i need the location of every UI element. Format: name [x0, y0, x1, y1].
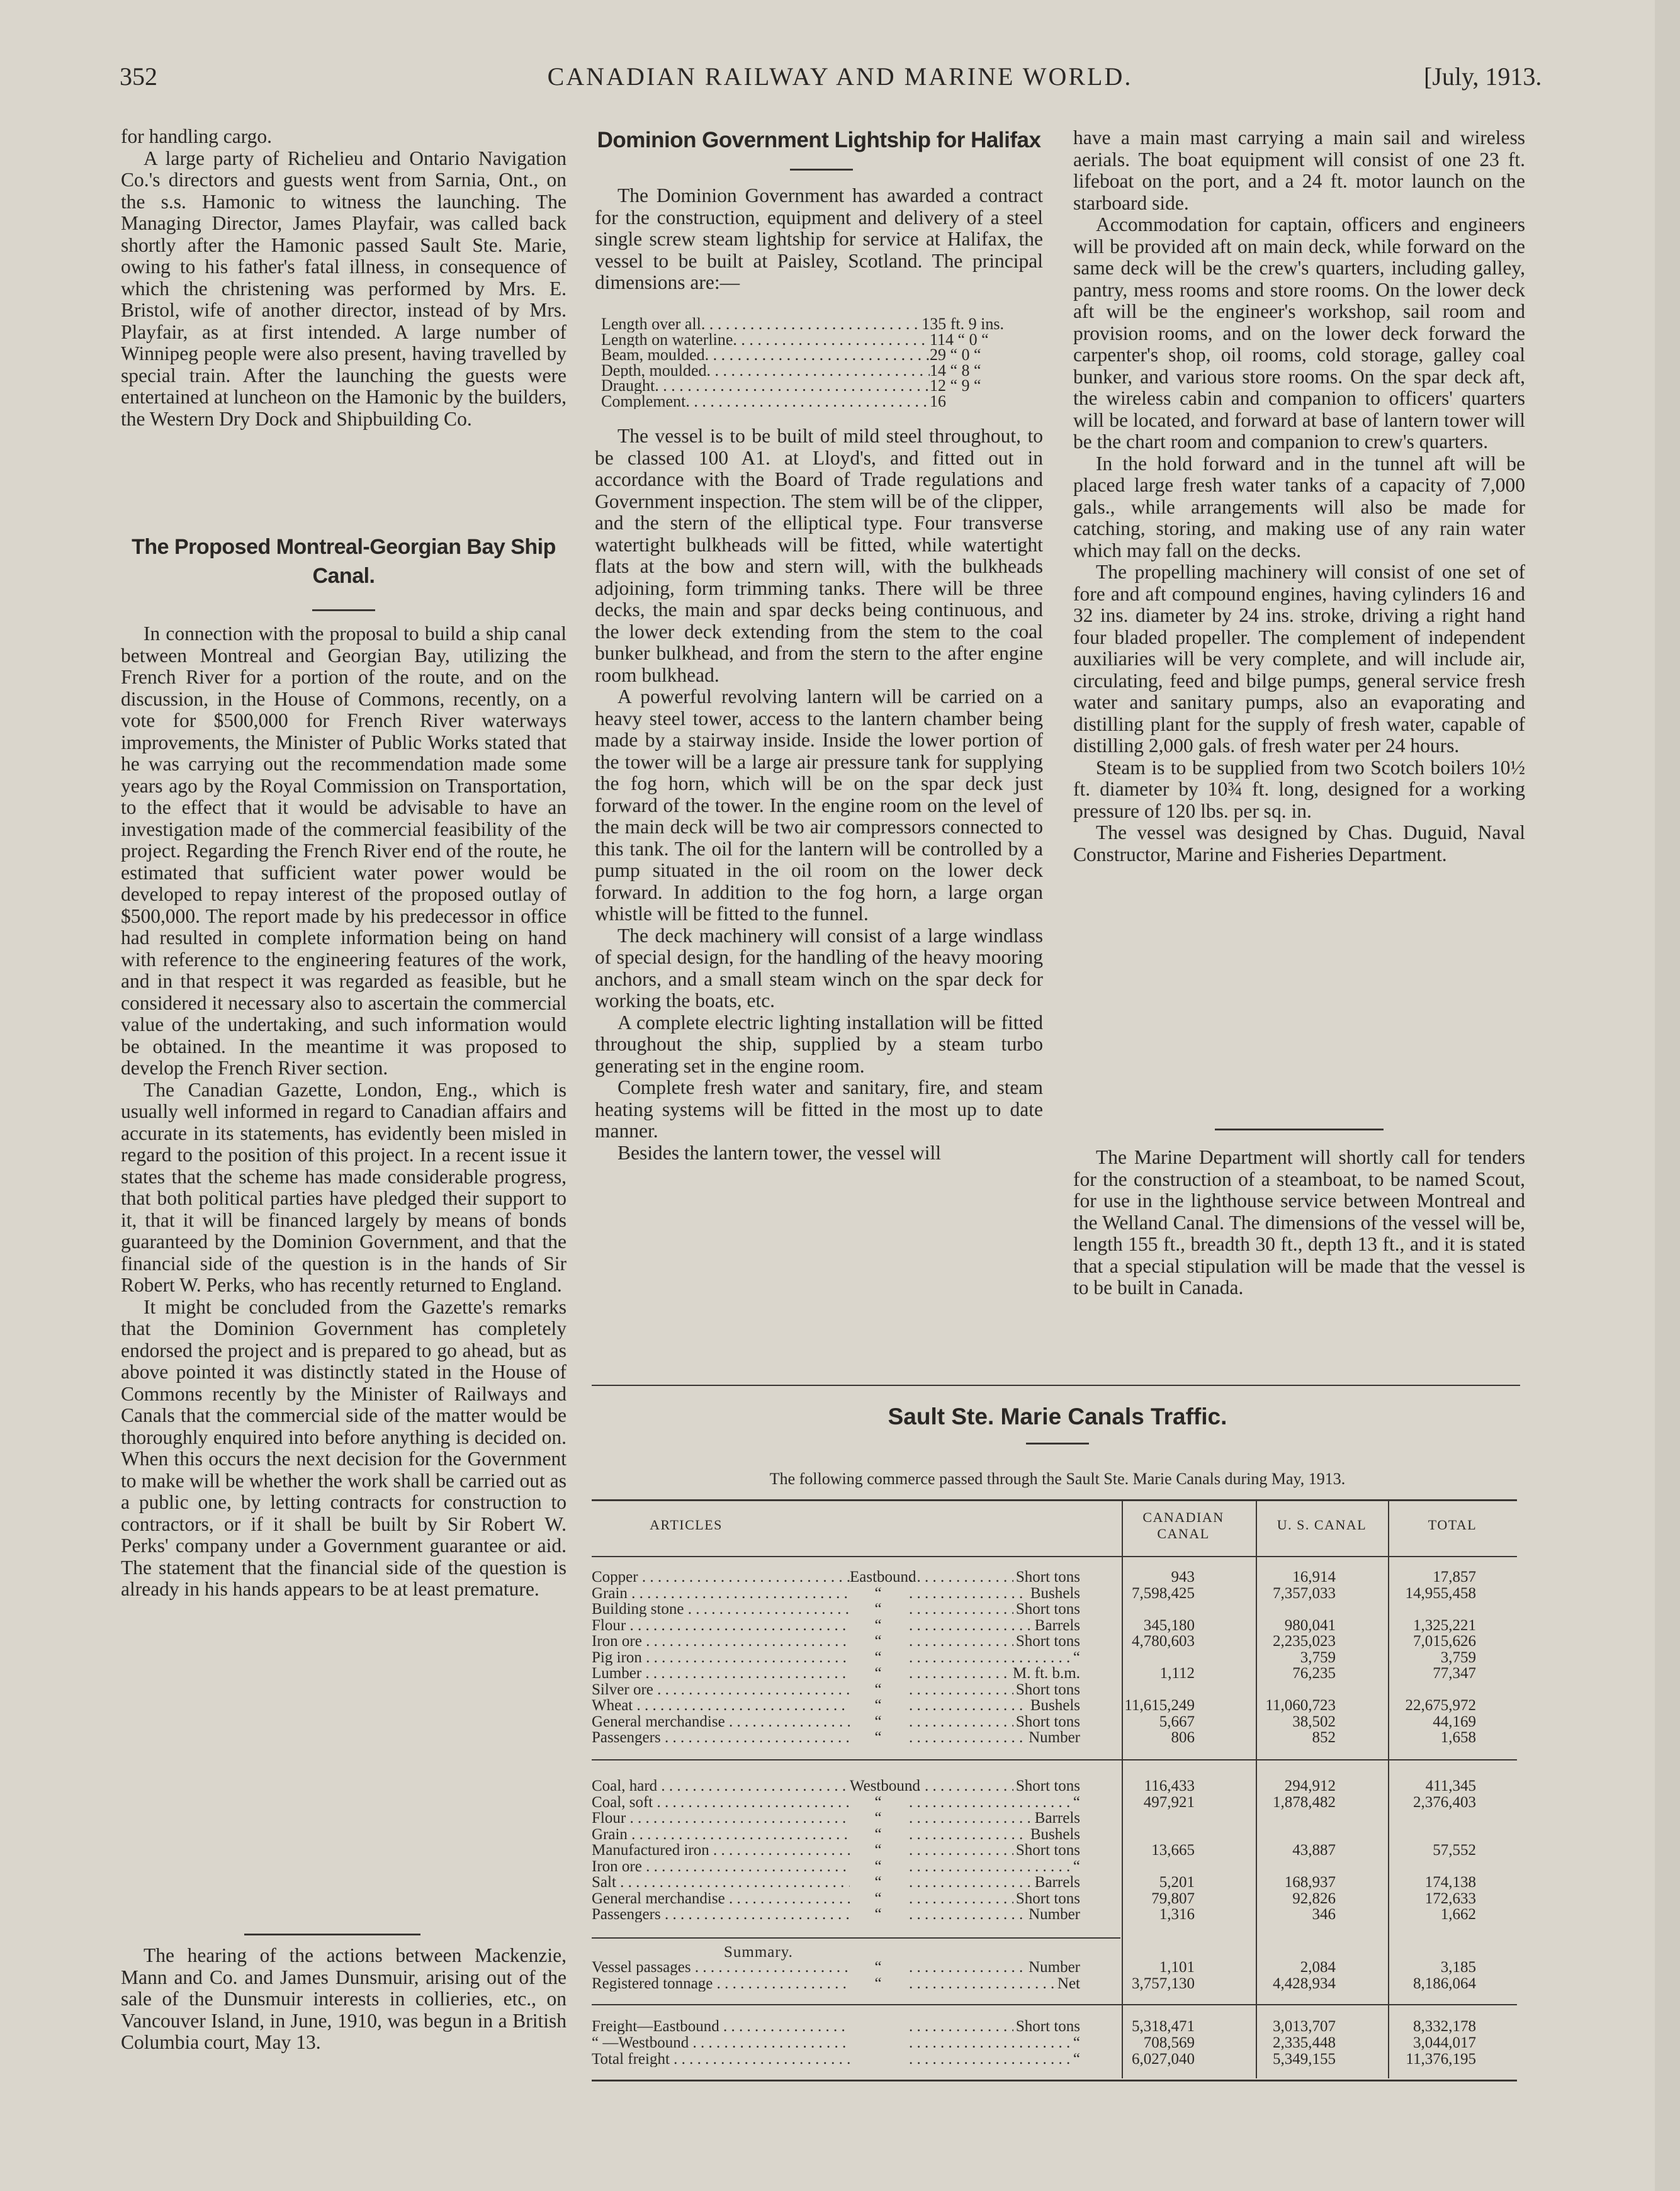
article-cell: Freight—Eastbound . . . — [592, 2019, 850, 2034]
canadian-canal-cell: 5,201 — [1159, 1874, 1195, 1891]
direction-cell: “ — [874, 1616, 882, 1634]
unit-cell: . . . Number — [909, 1730, 1080, 1745]
article-cell: Registered tonnage . . . — [592, 1976, 850, 1991]
canadian-canal-cell: 79,807 — [1151, 1890, 1195, 1907]
paragraph: The Marine Department will shortly call for tenders for the construction of a steamboat, to be named Scout, for use in the lighthouse service between Montreal and the Welland Canal. The dimensions of the vessel will be, length 155 ft., breadth 30 ft., depth 13 ft., and it is stated that a special stipulation will be made that the vessel is to be built in Canada. — [1073, 1146, 1525, 1298]
unit-cell: . . . “ — [909, 2036, 1080, 2051]
article-cell: Total freight . . . — [592, 2052, 850, 2067]
summary-label: Summary. — [724, 1944, 793, 1961]
direction-cell: “ — [874, 1681, 882, 1698]
unit-cell: . . . Short tons — [909, 1891, 1080, 1907]
direction-cell: “ — [874, 1793, 882, 1811]
header-canadian-canal: CANADIAN CANAL — [1142, 1509, 1224, 1541]
total-cell: 3,185 — [1440, 1959, 1476, 1976]
table-row — [592, 1634, 1517, 1649]
table-row — [592, 1907, 1517, 1922]
group-rule — [592, 2004, 1517, 2005]
us-canal-cell: 11,060,723 — [1265, 1697, 1336, 1714]
article-cell: Vessel passages . . . — [592, 1960, 850, 1975]
total-cell: 2,376,403 — [1413, 1793, 1476, 1811]
total-cell: 172,633 — [1424, 1890, 1476, 1907]
article-cell: Pig iron . . . — [592, 1650, 850, 1665]
direction-cell: “ — [874, 1810, 882, 1827]
dimension-row: Complement . . . 16 — [601, 394, 1004, 410]
table-row — [592, 1811, 1517, 1826]
article-cell: Coal, hard . . . — [592, 1779, 850, 1794]
table-row — [592, 2052, 1517, 2067]
article-cell: Wheat . . . — [592, 1698, 850, 1713]
unit-cell: . . . “ — [909, 1650, 1080, 1665]
article-cell: “ —Westbound . . . — [592, 2036, 850, 2051]
table-row — [592, 1715, 1517, 1730]
us-canal-cell: 2,235,023 — [1273, 1633, 1336, 1650]
direction-cell: “ — [874, 1874, 882, 1891]
canadian-canal-cell: 11,615,249 — [1124, 1697, 1195, 1714]
dimension-row: Depth, moulded . . . 14 “ 8 “ — [601, 363, 1004, 379]
paragraph: A powerful revolving lantern will be carried on a heavy steel tower, access to the lantern chamber being made by a stairway inside. Inside the lower portion of the tower will be a large air pressure tank for supplying the fog horn, which will be on the spar deck just forward of the tower. In the engine room on the level of the main deck will be two air compressors connected to this tank. The oil for the lantern will be controlled by a pump situated in the oil room on the lower deck forward. In addition to the fog horn, a large organ whistle will be fitted to the funnel. — [595, 685, 1043, 925]
unit-cell: . . . Short tons — [909, 1779, 1080, 1794]
unit-cell: . . . Short tons — [909, 1570, 1080, 1585]
paragraph: In connection with the proposal to build a ship canal between Montreal and Georgian Bay, utilizing the French River for a portion of the route, and on the discussion, in the House of Commons, recently, on a vote for $500,000 for French River waterways improvements, the Minister of Public Works stated that he was carrying out the recommendation made some years ago by the Royal Commission on Transportation, to the effect that it would be advisable to have an investigation made of the commercial feasibility of the project. Regarding the French River end of the route, he estimated that sufficient water power would be developed to repay interest of the proposed outlay of $500,000. The report made by his predecessor in office had resulted in complete information being on hand with reference to the engineering features of the work, and in that respect it was regarded as feasible, but he considered it necessary also to ascertain the commercial value of the undertaking, and such information would be obtained. In the meantime it was proposed to develop the French River section. — [121, 622, 567, 1079]
direction-cell: “ — [874, 1890, 882, 1907]
direction-cell: “ — [874, 1842, 882, 1859]
table-header-bottom-rule — [592, 1556, 1517, 1557]
title-rule — [1026, 1443, 1089, 1445]
unit-cell: . . . Barrels — [909, 1811, 1080, 1826]
us-canal-cell: 38,502 — [1292, 1713, 1336, 1730]
unit-cell: . . . Number — [909, 1907, 1080, 1922]
us-canal-cell: 92,826 — [1292, 1890, 1336, 1907]
unit-cell: . . . “ — [909, 1795, 1080, 1810]
canadian-canal-cell: 116,433 — [1144, 1777, 1195, 1794]
court-note — [121, 1945, 567, 2054]
paragraph: Complete fresh water and sanitary, fire, and steam heating systems will be fitted in the most up to date manner. — [595, 1076, 1043, 1142]
us-canal-cell: 168,937 — [1284, 1874, 1336, 1891]
direction-cell: “ — [874, 1825, 882, 1843]
article-cell: Grain . . . — [592, 1586, 850, 1601]
paragraph: The vessel is to be built of mild steel throughout, to be classed 100 A1. at Lloyd's, and fitted out in accordance with the Board of Trade regulations and Government inspection. The stem will be of the clipper, and the stern of the elliptical type. Four transverse watertight bulkheads will be fitted, while watertight flats at the bow and stern will, with the bulkheads adjoining, form trimming tanks. There will be three decks, the main and spar decks being continuous, and the lower deck extending from the stem to the coal bunker bulkhead, and from the stern to the after engine room bulkhead. — [595, 425, 1043, 686]
us-canal-cell: 2,335,448 — [1273, 2034, 1336, 2051]
canadian-canal-cell: 806 — [1171, 1729, 1195, 1746]
section-rule — [244, 1934, 420, 1935]
total-cell: 22,675,972 — [1405, 1697, 1476, 1714]
article-cell: Iron ore . . . — [592, 1859, 850, 1874]
table-row — [592, 1586, 1517, 1601]
article-cell: Salt . . . — [592, 1875, 850, 1890]
header-us-canal: U. S. CANAL — [1277, 1517, 1367, 1533]
column-1-intro — [121, 126, 567, 430]
table-row — [592, 1875, 1517, 1890]
dimension-row: Beam, moulded . . . 29 “ 0 “ — [601, 347, 1004, 363]
unit-cell: . . . Short tons — [909, 1715, 1080, 1730]
direction-cell: “ — [874, 1959, 882, 1976]
unit-cell: . . . Short tons — [909, 1634, 1080, 1649]
table-top-rule — [592, 1385, 1520, 1386]
article-cell: Passengers . . . — [592, 1730, 850, 1745]
unit-cell: . . . Short tons — [909, 1682, 1080, 1698]
table-row — [592, 1650, 1517, 1665]
paragraph: The Dominion Government has awarded a contract for the construction, equipment and delivery of a steel single screw steam lightship for service at Halifax, the vessel to be built at Paisley, Scotland. The principal dimensions are:— — [595, 184, 1043, 293]
total-cell: 3,044,017 — [1413, 2034, 1476, 2051]
total-cell: 1,662 — [1440, 1906, 1476, 1923]
table-row — [592, 1827, 1517, 1842]
table-row — [592, 1666, 1517, 1681]
us-canal-cell: 3,013,707 — [1273, 2018, 1336, 2035]
direction-cell: “ — [874, 1857, 882, 1875]
canadian-canal-cell: 345,180 — [1143, 1616, 1195, 1634]
canadian-canal-cell: 708,569 — [1143, 2034, 1195, 2051]
dimension-row: Draught . . . 12 “ 9 “ — [601, 378, 1004, 394]
direction-cell: “ — [874, 1975, 882, 1992]
paragraph: Besides the lantern tower, the vessel will — [617, 1141, 941, 1164]
page-number: 352 — [120, 62, 157, 91]
table-row — [592, 1795, 1517, 1810]
table-row — [592, 2036, 1517, 2051]
table-header-top-rule — [592, 1499, 1517, 1501]
table-row — [592, 1843, 1517, 1858]
unit-cell: . . . Barrels — [909, 1618, 1080, 1633]
lightship-article-title: Dominion Government Lightship for Halifax — [597, 128, 1041, 152]
unit-cell: . . . Bushels — [909, 1698, 1080, 1713]
paragraph: Steam is to be supplied from two Scotch boilers 10½ ft. diameter by 10¾ ft. long, designed for a working pressure of 120 lbs. per sq. in. — [1073, 756, 1525, 822]
marine-note — [1073, 1147, 1525, 1299]
paragraph: The propelling machinery will consist of one set of fore and aft compound engines, having cylinders 16 and 32 ins. diameter by 24 ins. stroke, driving a right hand four bladed propeller. The complement of independent auxiliaries will be very complete, and will include air, circulating, feed and bilge pumps, general service fresh water and sanitary pumps, also an evaporating and distilling plant for the supply of fresh water, capable of distilling 2,000 gals. of fresh water per 24 hours. — [1073, 561, 1525, 757]
title-rule — [312, 609, 375, 611]
us-canal-cell: 294,912 — [1284, 1777, 1336, 1794]
total-cell: 411,345 — [1425, 1777, 1476, 1794]
total-cell: 174,138 — [1424, 1874, 1476, 1891]
paragraph: for handling cargo. — [121, 125, 272, 147]
direction-cell: “ — [874, 1729, 882, 1746]
total-cell: 1,325,221 — [1413, 1616, 1476, 1634]
table-row — [592, 2019, 1517, 2034]
article-cell: Coal, soft . . . — [592, 1795, 850, 1810]
total-cell: 14,955,458 — [1405, 1584, 1476, 1602]
us-canal-cell: 16,914 — [1292, 1569, 1336, 1586]
direction-cell: “ — [874, 1906, 882, 1923]
us-canal-cell: 980,041 — [1284, 1616, 1336, 1634]
us-canal-cell: 1,878,482 — [1273, 1793, 1336, 1811]
paragraph: A complete electric lighting installation will be fitted throughout the ship, supplied by a steam turbo generating set in the engine room. — [595, 1011, 1043, 1077]
canadian-canal-cell: 4,780,603 — [1132, 1633, 1195, 1650]
article-cell: Lumber . . . — [592, 1666, 850, 1681]
header-total: TOTAL — [1428, 1517, 1477, 1533]
section-rule — [1215, 1129, 1384, 1130]
unit-cell: . . . “ — [909, 2052, 1080, 2067]
paragraph: The deck machinery will consist of a large windlass of special design, for the handling of the heavy mooring anchors, and a small steam winch on the spar deck for working the boats, etc. — [595, 924, 1043, 1011]
unit-cell: . . . Net — [909, 1976, 1080, 1991]
article-cell: Building stone . . . — [592, 1602, 850, 1617]
article-cell: Copper . . . — [592, 1570, 850, 1585]
table-row — [592, 1976, 1517, 1991]
canadian-canal-cell: 1,112 — [1159, 1665, 1195, 1682]
article-cell: Flour . . . — [592, 1618, 850, 1633]
canadian-canal-cell: 943 — [1171, 1569, 1195, 1586]
running-title: CANADIAN RAILWAY AND MARINE WORLD. — [547, 62, 1133, 91]
canadian-canal-cell: 13,665 — [1151, 1842, 1195, 1859]
table-row — [592, 1859, 1517, 1874]
unit-cell: . . . Short tons — [909, 1602, 1080, 1617]
unit-cell: . . . Bushels — [909, 1586, 1080, 1601]
table-row — [592, 1602, 1517, 1617]
total-cell: 7,015,626 — [1413, 1633, 1476, 1650]
direction-cell: “ — [874, 1713, 882, 1730]
lightship-intro — [595, 185, 1043, 294]
article-cell: Silver ore . . . — [592, 1682, 850, 1698]
paragraph: The hearing of the actions between Mackenzie, Mann and Co. and James Dunsmuir, arising out of the sale of the Dunsmuir interests in collieries, etc., on Vancouver Island, in June, 1910, was begun in a British Columbia court, May 13. — [121, 1944, 567, 2053]
dimension-row: Length on waterline . . . 114 “ 0 “ — [601, 332, 1004, 348]
issue-date: [July, 1913. — [1424, 62, 1542, 91]
paragraph: have a main mast carrying a main sail and wireless aerials. The boat equipment will consist of one 23 ft. lifeboat on the port, and a 24 ft. motor launch on the starboard side. — [1073, 127, 1525, 214]
total-cell: 44,169 — [1433, 1713, 1476, 1730]
article-cell: Iron ore . . . — [592, 1634, 850, 1649]
canadian-canal-cell: 7,598,425 — [1132, 1584, 1195, 1602]
group-rule — [592, 1937, 1120, 1939]
article-cell: General merchandise . . . — [592, 1715, 850, 1730]
direction-cell: “ — [874, 1665, 882, 1682]
article-cell: Passengers . . . — [592, 1907, 850, 1922]
unit-cell: . . . Short tons — [909, 1843, 1080, 1858]
unit-cell: . . . Short tons — [909, 2019, 1080, 2034]
total-cell: 57,552 — [1433, 1842, 1476, 1859]
table-bottom-rule — [592, 2080, 1517, 2081]
header-articles: ARTICLES — [650, 1517, 723, 1533]
lightship-body — [595, 425, 1043, 1164]
direction-cell: Eastbound — [850, 1569, 916, 1586]
table-row — [592, 1730, 1517, 1745]
unit-cell: . . . Number — [909, 1960, 1080, 1975]
article-cell: Manufactured iron . . . — [592, 1843, 850, 1858]
paragraph: It might be concluded from the Gazette's remarks that the Dominion Government has completely endorsed the project and is prepared to go ahead, but as above pointed it was distinctly stated in the House of Commons recently by the Minister of Railways and Canals that the commercial side of the matter would be thoroughly enquired into before anything is decided on. When this occurs the next decision for the Government to make will be whether the work shall be carried out as a public one, by letting contracts for construction to contractors, or if it shall be built by Sir Robert W. Perks' company under a Government guarantee or aid. The statement that the financial side of the question is already in his hands appears to be at least premature. — [121, 1295, 567, 1600]
canadian-canal-cell: 6,027,040 — [1132, 2051, 1195, 2068]
canal-article-body — [121, 623, 567, 1601]
table-row — [592, 1779, 1517, 1794]
us-canal-cell: 346 — [1312, 1906, 1336, 1923]
table-row — [592, 1891, 1517, 1907]
canadian-canal-cell: 3,757,130 — [1132, 1975, 1195, 1992]
us-canal-cell: 852 — [1312, 1729, 1336, 1746]
traffic-table-subtitle: The following commerce passed through the Sault Ste. Marie Canals during May, 1913. — [769, 1470, 1346, 1488]
table-row — [592, 1960, 1517, 1975]
direction-cell: “ — [874, 1697, 882, 1714]
us-canal-cell: 4,428,934 — [1273, 1975, 1336, 1992]
unit-cell: . . . M. ft. b.m. — [909, 1666, 1080, 1681]
paragraph: Accommodation for captain, officers and engineers will be provided aft on main deck, while forward on the same deck will be the crew's quarters, including galley, pantry, mess rooms and store rooms. On the lower deck aft will be the engineer's workshop, sail room and provision rooms, and on the lower deck forward the carpenter's shop, oil rooms, cold storage, galley coal bunker, and various store rooms. On the spar deck aft, the wireless cabin and companion to officers' quarters will be located, and forward at base of lantern tower will be the chart room and companion to crew's quarters. — [1073, 213, 1525, 453]
us-canal-cell: 76,235 — [1292, 1665, 1336, 1682]
dimensions-list — [601, 317, 1004, 409]
direction-cell: Westbound — [850, 1777, 920, 1794]
total-cell: 77,347 — [1433, 1665, 1476, 1682]
us-canal-cell: 7,357,033 — [1273, 1584, 1336, 1602]
canadian-canal-cell: 1,316 — [1159, 1906, 1195, 1923]
total-cell: 8,332,178 — [1413, 2018, 1476, 2035]
unit-cell: . . . Barrels — [909, 1875, 1080, 1890]
canadian-canal-cell: 1,101 — [1159, 1959, 1195, 1976]
article-cell: Flour . . . — [592, 1811, 850, 1826]
dimension-row: Length over all . . . 135 ft. 9 ins. — [601, 317, 1004, 332]
canadian-canal-cell: 5,318,471 — [1132, 2018, 1195, 2035]
us-canal-cell: 5,349,155 — [1273, 2051, 1336, 2068]
group-rule — [592, 1759, 1517, 1760]
direction-cell: “ — [874, 1648, 882, 1666]
paragraph: A large party of Richelieu and Ontario Navigation Co.'s directors and guests went from Sarnia, Ont., on the s.s. Hamonic to witness the launching. The Managing Director, James Playfair, was called back shortly after the Hamonic passed Sault Ste. Marie, owing to his father's fatal illness, in consequence of which the christening was performed by Mrs. E. Bristol, wife of another director, instead of by Mrs. Playfair, as at first intended. A large number of Winnipeg people were also present, having travelled by special train. After the launching the guests were entertained at luncheon on the Hamonic by the builders, the Western Dry Dock and Shipbuilding Co. — [121, 147, 567, 430]
total-cell: 8,186,064 — [1413, 1975, 1476, 1992]
article-cell: Grain . . . — [592, 1827, 850, 1842]
us-canal-cell: 3,759 — [1300, 1648, 1336, 1666]
page-edge — [1655, 0, 1680, 2191]
canal-article-title: The Proposed Montreal-Georgian Bay Ship Canal. — [132, 535, 556, 588]
table-row — [592, 1618, 1517, 1633]
direction-cell: “ — [874, 1633, 882, 1650]
lightship-continued — [1073, 127, 1525, 865]
canadian-canal-cell: 5,667 — [1159, 1713, 1195, 1730]
unit-cell: . . . “ — [909, 1859, 1080, 1874]
direction-cell: “ — [874, 1601, 882, 1618]
unit-cell: . . . Bushels — [909, 1827, 1080, 1842]
total-cell: 11,376,195 — [1406, 2051, 1476, 2068]
paragraph: In the hold forward and in the tunnel aft will be placed large fresh water tanks of a capacity of 7,000 gals., while arrangements will also be made for catching, storing, and making use of any rain water which may fall on the decks. — [1073, 452, 1525, 561]
direction-cell: “ — [874, 1584, 882, 1602]
us-canal-cell: 43,887 — [1292, 1842, 1336, 1859]
table-row — [592, 1682, 1517, 1698]
traffic-table-title: Sault Ste. Marie Canals Traffic. — [888, 1404, 1227, 1429]
total-cell: 17,857 — [1433, 1569, 1476, 1586]
paragraph: The Canadian Gazette, London, Eng., which is usually well informed in regard to Canadian affairs and accurate in its statements, has evidently been misled in regard to the position of this project. In a recent issue it states that the scheme has made considerable progress, that both political parties have pledged their support to it, that it will be financed largely by means of bonds guaranteed by the Dominion Government, and that the financial side of the question is in the hands of Sir Robert W. Perks, who has recently returned to England. — [121, 1078, 567, 1296]
article-cell: General merchandise . . . — [592, 1891, 850, 1907]
us-canal-cell: 2,084 — [1300, 1959, 1336, 1976]
total-cell: 3,759 — [1440, 1648, 1476, 1666]
canadian-canal-cell: 497,921 — [1143, 1793, 1195, 1811]
table-row — [592, 1570, 1517, 1585]
total-cell: 1,658 — [1440, 1729, 1476, 1746]
title-rule — [790, 169, 853, 171]
paragraph: The vessel was designed by Chas. Duguid, Naval Constructor, Marine and Fisheries Department. — [1073, 821, 1525, 865]
table-row — [592, 1698, 1517, 1713]
